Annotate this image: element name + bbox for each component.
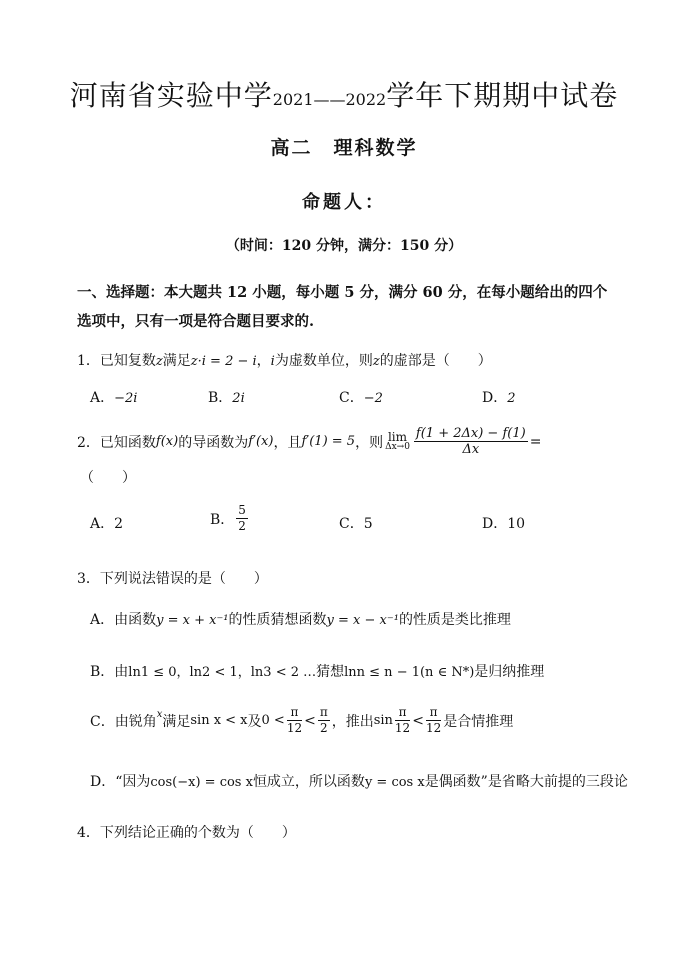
proposer-label: 命题人： [302,192,386,213]
option-math: x [156,709,163,720]
frac-pi-12 [426,705,441,736]
time-info: （时间：120 分钟，满分：150 分） [225,238,463,254]
frac-pi-12 [287,705,302,736]
q2-answer-paren: （ ） [80,470,136,486]
question-1-stem [77,350,492,370]
fraction-denominator: 2 [238,519,246,533]
q1-var-z: z [155,354,163,369]
fraction-denominator: 12 [425,721,442,735]
option-text: 满足 [162,713,191,730]
option-label: C． [339,390,364,406]
less-than: < [412,712,424,729]
q1-option-a [90,387,137,407]
option-math: sin [373,713,393,728]
section-heading: 一、选择题：本大题共 12 小题，每小题 5 分，满分 60 分，在每小题给出的四个选项中，只有一项是符合题目要求的. [77,284,608,330]
q1-option-b [208,387,245,407]
q1-text: 为虚数单位，则 [274,353,373,369]
q1-equation: z·i = 2 − i [190,354,257,369]
question-2-stem [77,426,541,457]
fraction-denominator: Δx [462,442,480,457]
option-text: 的性质是类比推理 [398,612,511,628]
option-text: 是归纳推理 [474,664,545,680]
fraction-numerator: π [319,705,328,719]
q2-fprime: f′(x) [248,434,274,449]
exam-title [0,74,688,114]
q2-text: 2．已知函数 [77,434,156,451]
option-label: D． [482,516,508,532]
title-term: 学年下期期中试卷 [386,79,619,112]
fraction-numerator: f(1 + 2Δx) − f(1) [415,426,526,441]
q2-text: ，且 [273,434,302,451]
fraction-denominator: 12 [394,721,411,735]
option-value: 2i [232,391,245,406]
option-label: A． [90,516,115,532]
q1-text: 1．已知复数 [77,353,156,369]
option-math: sin x < x [190,713,248,728]
option-value: −2i [114,391,138,406]
option-text: 的性质猜想函数 [228,612,327,628]
limit-word: lim [387,430,408,444]
q1-text: 满足 [162,353,191,369]
fraction-denominator: 12 [286,721,303,735]
q3-option-c [90,705,513,736]
q3-option-b [90,661,544,681]
title-school: 河南省实验中学 [69,79,273,112]
option-math: 0 < [261,713,285,728]
option-math: y = x − x⁻¹ [326,613,399,628]
option-value: 5 [363,516,373,532]
exam-subtitle: 高二 理科数学 [270,137,418,159]
option-text: ，推出 [331,713,374,730]
q2-option-b [210,503,250,534]
q2-text: ，则 [355,434,384,451]
option-math: ln1 ≤ 0，ln2 < 1，ln3 < 2 … [128,665,317,680]
option-label: C． [339,516,364,532]
frac-pi-2 [318,705,330,736]
option-math: lnn ≤ n − 1(n ∈ N*) [344,665,475,680]
q2-equals: = [529,433,542,450]
option-label: D． [482,390,508,406]
option-text: A．由函数 [90,612,157,628]
option-label: A． [90,390,115,406]
option-math: y = cos x [364,775,425,790]
q2-option-d [482,513,525,533]
q1-var-i: i [270,354,275,369]
option-text: D．“因为 [90,774,151,790]
q1-option-c [339,387,383,407]
less-than: < [304,712,316,729]
q2-limit [385,431,410,452]
q2-fx: f(x) [155,434,179,449]
option-value: −2 [363,391,383,406]
option-text: B．由 [90,664,129,680]
limit-subscript: Δx→0 [385,442,410,452]
question-3-stem: 3．下列说法错误的是（ ） [77,571,268,587]
q1-text: 的虚部是（ ） [379,353,492,369]
q1-text: ， [256,353,271,369]
option-text: C．由锐角 [90,713,157,730]
q2-fraction [414,426,528,457]
option-label: B． [208,390,233,406]
fraction-denominator: 2 [319,721,328,735]
option-text: 猜想 [316,664,345,680]
q2-text: 的导函数为 [178,434,249,451]
option-text: 恒成立，所以函数 [252,774,365,790]
fraction-numerator: π [287,705,302,721]
option-text: 是合情推理 [443,713,514,730]
fraction-numerator: π [426,705,441,721]
q3-option-a [90,609,511,629]
q2-option-c [339,513,373,533]
q2-condition: f′(1) = 5 [301,434,356,449]
frac-pi-12 [395,705,410,736]
option-math: cos(−x) = cos x [150,775,253,790]
option-math: y = x + x⁻¹ [156,613,229,628]
option-value: 2 [507,391,516,406]
option-label: B． [210,511,235,528]
option-text: 及 [247,713,262,730]
fraction-numerator: 5 [238,503,246,517]
q3-option-d [90,771,628,791]
q1-option-d [482,387,516,407]
option-text: 是偶函数”是省略大前提的三段论 [424,774,628,790]
option-fraction [236,503,248,534]
fraction-numerator: π [395,705,410,721]
option-value: 2 [114,516,124,532]
question-4-stem: 4．下列结论正确的个数为（ ） [77,825,296,841]
q1-var-z: z [372,354,380,369]
option-value: 10 [507,516,526,532]
q2-option-a [90,513,123,533]
title-year: 2021——2022 [272,90,387,109]
